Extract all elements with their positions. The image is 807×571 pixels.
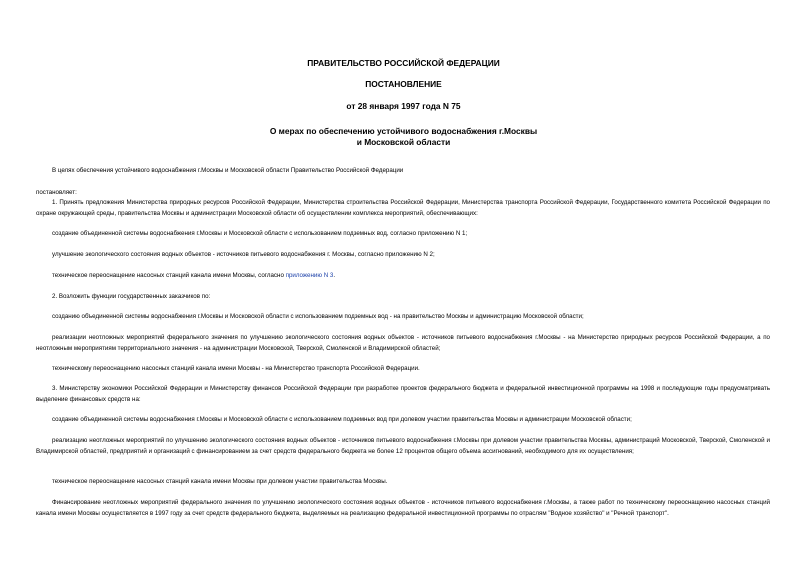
clause-3-item-c: техническое переоснащение насосных станций канала имени Москвы при долевом участии правительства Москвы. bbox=[52, 478, 388, 485]
clause-1-item-a: создание объединенной системы водоснабжения г.Москвы и Московской области с использованием подземных вод, согласно приложению N 1; bbox=[52, 230, 468, 237]
resolves-paragraph: постановляет: bbox=[36, 189, 77, 196]
government-heading: ПРАВИТЕЛЬСТВО РОССИЙСКОЙ ФЕДЕРАЦИИ bbox=[307, 58, 500, 68]
clause-2-item-b: реализации неотложных мероприятий федерального значения по улучшению экологического состояния водных объектов - источников питьевого водоснабжения г.Москвы - на Министерство природных ресурсов Российской Федерации, а по неотложным мероприятиям территориального значения - на администрации Московской, Тверской, Смоленской и Владимирской областей; bbox=[36, 334, 770, 352]
intro-paragraph: В целях обеспечения устойчивого водоснабжения г.Москвы и Московской области Правительство Российской Федерации bbox=[52, 167, 404, 174]
document-title-line-2: и Московской области bbox=[356, 137, 451, 147]
clause-1-item-c bbox=[36, 271, 770, 282]
clause-3-item-a: создание объединенной системы водоснабжения г.Москвы и Московской области с использованием подземных вод при долевом участии правительства Москвы и администрации Московской области; bbox=[52, 416, 632, 423]
clause-1-item-b: улучшение экологического состояния водных объектов - источников питьевого водоснабжения г. Москвы, согласно приложению N 2; bbox=[52, 251, 435, 258]
document-type-heading: ПОСТАНОВЛЕНИЕ bbox=[365, 79, 442, 89]
clause-3: 3. Министерству экономики Российской Федерации и Министерству финансов Российской Федерации при разработке проектов федерального бюджета и федеральной инвестиционной программы на 1998 и последующие годы предусматривать выделение финансовых средств на: bbox=[36, 385, 770, 403]
appendix-3-link[interactable]: приложению N 3 bbox=[285, 272, 334, 279]
clause-2: 2. Возложить функции государственных заказчиков по: bbox=[52, 293, 211, 300]
document-title-line-1: О мерах по обеспечению устойчивого водоснабжения г.Москвы bbox=[269, 126, 538, 136]
clause-2-item-a: созданию объединенной системы водоснабжения г.Москвы и Московской области с использованием подземных вод - на правительство Москвы и администрацию Московской области; bbox=[52, 313, 584, 320]
clause-1: 1. Принять предложения Министерства природных ресурсов Российской Федерации, Министерства строительства Российской Федерации, Министерства транспорта Российской Федерации, Государственного комитета Российской Федерации по охране окружающей среды, правительства Москвы и администрации Московской области об осуществлении комплекса мероприятий, обеспечивающих: bbox=[36, 199, 770, 217]
clause-1-item-c-text: техническое переоснащение насосных станций канала имени Москвы, согласно bbox=[52, 272, 286, 279]
clause-4: Финансирование неотложных мероприятий федерального значения по улучшению экологического состояния водных объектов - источников питьевого водоснабжения г.Москвы, а также работ по техническому переоснащению насосных станций канала имени Москвы осуществляется в 1997 году за счет средств федерального бюджета, выделяемых на реализацию федеральной инвестиционной программы по отраслям "Водное хозяйство" и "Речной транспорт". bbox=[36, 499, 770, 517]
clause-3-item-b: реализацию неотложных мероприятий по улучшению экологического состояния водных объектов - источников питьевого водоснабжения г.Москвы при долевом участии правительства Москвы, администраций Московской, Тверской, Смоленской и Владимирской областей, предприятий и организаций с финансированием за счет средств федерального бюджета не более 12 процентов общего объема ассигнований, необходимого для их осуществления; bbox=[36, 437, 770, 455]
date-number-heading: от 28 января 1997 года N 75 bbox=[346, 101, 461, 111]
clause-2-item-c: техническому переоснащению насосных станций канала имени Москвы - на Министерство транспорта Российской Федерации. bbox=[52, 365, 420, 372]
clause-1-item-c-end: . bbox=[333, 272, 336, 279]
